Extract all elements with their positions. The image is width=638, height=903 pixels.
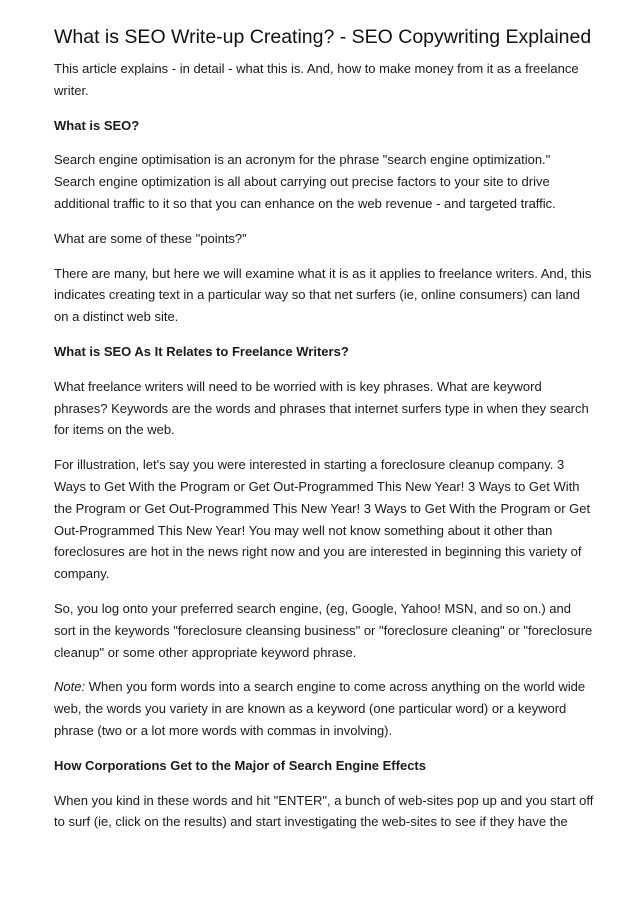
illustration-paragraph: For illustration, let's say you were interested in starting a foreclosure cleanup company. 3 Ways to Get With the Program or Get Out-Programmed This New Year! 3 Ways to Get With the Program or Get Out-Programmed This New Year! 3 Ways to Get With the Program or Get Out-Programmed This New Year! You may well not know something about it other than foreclosures are hot in the news right now and you are interested in beginning this variety of company. [54, 457, 591, 582]
points-question-paragraph: What are some of these "points?" [54, 230, 247, 246]
keywords-paragraph: What freelance writers will need to be worried with is key phrases. What are keyword phrases? Keywords are the words and phrases that internet surfers type in when they search for items on the web. [54, 378, 589, 438]
document-title: What is SEO Write-up Creating? - SEO Copywriting Explained [54, 26, 592, 48]
document-page [54, 26, 594, 846]
enter-paragraph: When you kind in these words and hit "ENTER", a bunch of web-sites pop up and you start off to surf (ie, click on the results) and start investigating the web-sites to see if they have the [54, 792, 594, 830]
many-paragraph: There are many, but here we will examine what it is as it applies to freelance writers. And, this indicates creating text in a particular way so that net surfers (ie, online consumers) can land on a distinct web site. [54, 265, 592, 325]
note-text: When you form words into a search engine to come across anything on the world wide web, the words you variety in are known as a keyword (one particular word) or a keyword phrase (two or a lot more words with commas in involving). [54, 679, 586, 738]
note-paragraph [54, 676, 594, 741]
note-label: Note: [54, 679, 86, 695]
heading-freelance-writers: What is SEO As It Relates to Freelance Writers? [54, 343, 349, 359]
heading-what-is-seo: What is SEO? [54, 117, 140, 133]
definition-paragraph: Search engine optimisation is an acronym for the phrase "search engine optimization." Search engine optimization is all about carrying out precise factors to your site to drive additional traffic to it so that you can enhance on the web revenue - and targeted traffic. [54, 152, 556, 211]
heading-corporations: How Corporations Get to the Major of Search Engine Effects [54, 757, 426, 773]
search-paragraph: So, you log onto your preferred search engine, (eg, Google, Yahoo! MSN, and so on.) and sort in the keywords "foreclosure cleansing business" or "foreclosure cleaning" or "foreclosure cleanup" or some other appropriate keyword phrase. [54, 600, 593, 660]
intro-paragraph: This article explains - in detail - what this is. And, how to make money from it as a freelance writer. [54, 61, 579, 98]
